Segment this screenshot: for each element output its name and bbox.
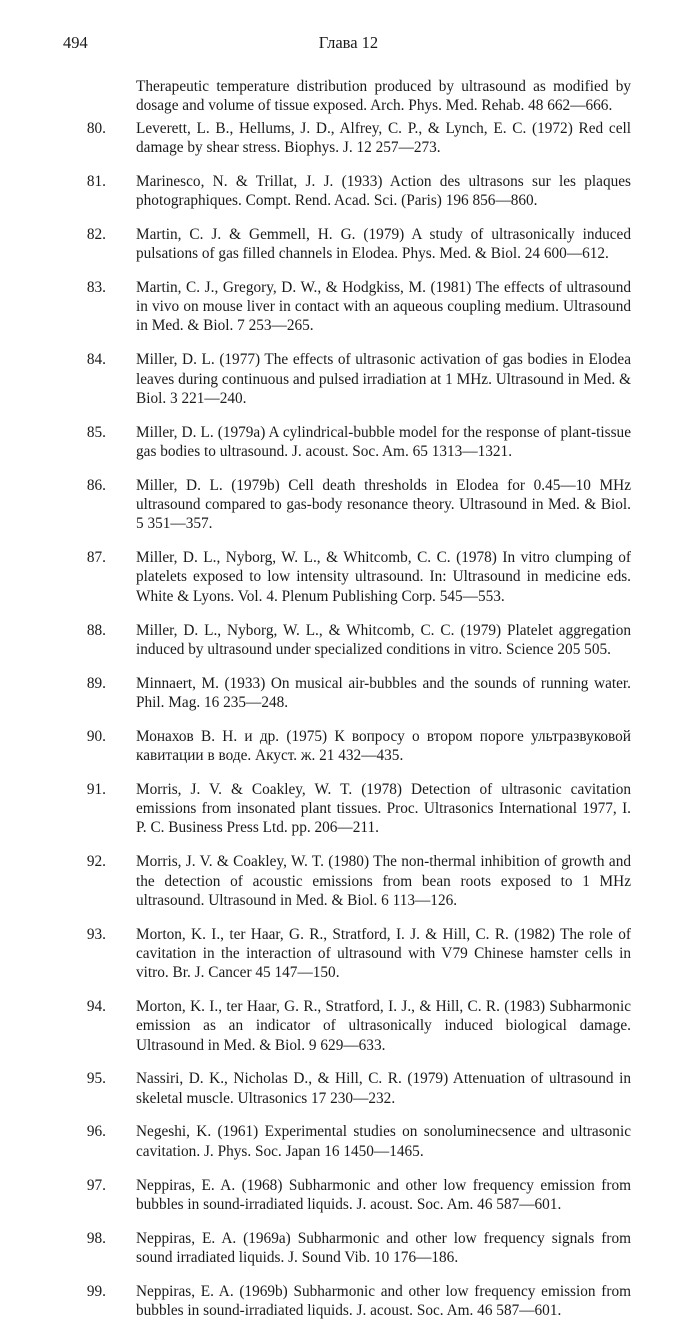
reference-item bbox=[70, 780, 631, 838]
page-number: 494 bbox=[63, 33, 88, 52]
reference-text: Miller, D. L., Nyborg, W. L., & Whitcomb, C. C. (1978) In vitro clumping of platelets exposed to low intensity ultrasound. In: Ultrasound in medicine eds. White & Lyons. Vol. 4. Plenum Publishing Corp. 545—553. bbox=[136, 549, 631, 605]
reference-item bbox=[70, 476, 631, 534]
reference-item bbox=[70, 852, 631, 910]
reference-text: Miller, D. L. (1979a) A cylindrical-bubble model for the response of plant-tissue gas bodies to ultrasound. J. acoust. Soc. Am. 65 1313—1321. bbox=[136, 423, 631, 460]
reference-text: Монахов В. Н. и др. (1975) К вопросу о втором пороге ультразвуковой кавитации в воде. Акуст. ж. 21 432—435. bbox=[136, 727, 631, 765]
reference-number: 92 . bbox=[78, 852, 106, 871]
reference-text: Negeshi, K. (1961) Experimental studies on sonoluminecsence and ultrasonic cavitation. J. Phys. Soc. Japan 16 1450—1465. bbox=[136, 1123, 631, 1160]
reference-number: 98 . bbox=[78, 1229, 106, 1248]
reference-item bbox=[70, 172, 631, 211]
reference-item bbox=[70, 548, 631, 606]
reference-text: Neppiras, E. A. (1969a) Subharmonic and other low frequency signals from sound irradiated liquids. J. Sound Vib. 10 176—186. bbox=[136, 1229, 631, 1266]
reference-number: 94 . bbox=[78, 997, 106, 1016]
reference-text: Miller, D. L., Nyborg, W. L., & Whitcomb, C. C. (1979) Platelet aggregation induced by ultrasound under specialized conditions in vitro. Science 205 505. bbox=[136, 621, 631, 658]
reference-continuation: Therapeutic temperature distribution produced by ultrasound as modified by dosage and volume of tissue exposed. Arch. Phys. Med. Rehab. 48 662—666. bbox=[136, 78, 631, 115]
reference-number: 91 . bbox=[78, 780, 106, 799]
reference-number: 87 . bbox=[78, 548, 106, 567]
reference-number: 93 . bbox=[78, 925, 106, 944]
reference-item bbox=[70, 423, 631, 462]
reference-text: Martin, C. J., Gregory, D. W., & Hodgkiss, M. (1981) The effects of ultrasound in vivo on mouse liver in contact with an aqueous coupling medium. Ultrasound in Med. & Biol. 7 253—265. bbox=[136, 278, 631, 335]
reference-number: 84 . bbox=[78, 350, 106, 369]
reference-item bbox=[70, 119, 631, 158]
reference-number: 99 . bbox=[78, 1282, 106, 1301]
reference-list bbox=[70, 77, 631, 1320]
reference-text: Marinesco, N. & Trillat, J. J. (1933) Action des ultrasons sur les plaques photographiques. Compt. Rend. Acad. Sci. (Paris) 196 856—860. bbox=[136, 172, 631, 209]
reference-item bbox=[70, 1069, 631, 1108]
reference-item bbox=[70, 1176, 631, 1215]
reference-text: Nassiri, D. K., Nicholas D., & Hill, C. R. (1979) Attenuation of ultrasound in skeletal muscle. Ultrasonics 17 230—232. bbox=[136, 1070, 631, 1107]
reference-item bbox=[70, 1282, 631, 1320]
reference-number: 90 . bbox=[78, 727, 106, 746]
reference-item bbox=[70, 1229, 631, 1268]
reference-number: 82 . bbox=[78, 225, 106, 244]
reference-text: Morton, K. I., ter Haar, G. R., Stratford, I. J., & Hill, C. R. (1983) Subharmonic emission as an indicator of ultrasonically induced biological damage. Ultrasound in Med. & Biol. 9 629—633. bbox=[136, 997, 631, 1054]
reference-text: Morris, J. V. & Coakley, W. T. (1980) The non-thermal inhibition of growth and the detection of acoustic emissions from bean roots exposed to 1 MHz ultrasound. Ultrasound in Med. & Biol. 6 113—126. bbox=[136, 853, 631, 909]
reference-text: Morris, J. V. & Coakley, W. T. (1978) Detection of ultrasonic cavitation emissions from insonated plant tissues. Proc. Ultrasonics International 1977, I. P. C. Business Press Ltd. pp. 206—211. bbox=[136, 780, 631, 837]
reference-item bbox=[70, 225, 631, 264]
reference-number: 80 . bbox=[78, 119, 106, 138]
reference-number: 85 . bbox=[78, 423, 106, 442]
reference-text: Neppiras, E. A. (1968) Subharmonic and other low frequency emission from bubbles in sound-irradiated liquids. J. acoust. Soc. Am. 46 587—601. bbox=[136, 1176, 631, 1213]
reference-number: 81 . bbox=[78, 172, 106, 191]
reference-number: 88 . bbox=[78, 621, 106, 640]
reference-text: Morton, K. I., ter Haar, G. R., Stratford, I. J. & Hill, C. R. (1982) The role of cavitation in the interaction of ultrasound with V79 Chinese hamster cells in vitro. Br. J. Cancer 45 147—150. bbox=[136, 925, 631, 982]
reference-text: Miller, D. L. (1977) The effects of ultrasonic activation of gas bodies in Elodea leaves during continuous and pulsed irradiation at 1 MHz. Ultrasound in Med. & Biol. 3 221—240. bbox=[136, 351, 631, 407]
reference-item bbox=[70, 350, 631, 408]
running-head: Глава 12 bbox=[318, 33, 379, 52]
reference-text: Leverett, L. B., Hellums, J. D., Alfrey, C. P., & Lynch, E. C. (1972) Red cell damage by shear stress. Biophys. J. 12 257—273. bbox=[136, 119, 631, 156]
reference-text: Minnaert, M. (1933) On musical air-bubbles and the sounds of running water. Phil. Mag. 16 235—248. bbox=[136, 674, 631, 711]
reference-item bbox=[70, 727, 631, 766]
reference-number: 96 . bbox=[78, 1122, 106, 1141]
reference-number: 95 . bbox=[78, 1069, 106, 1088]
reference-item bbox=[70, 997, 631, 1055]
reference-number: 97 . bbox=[78, 1176, 106, 1195]
reference-number: 89 . bbox=[78, 674, 106, 693]
reference-item bbox=[70, 1122, 631, 1161]
reference-number: 86 . bbox=[78, 476, 106, 495]
reference-item bbox=[70, 674, 631, 713]
reference-number: 83 . bbox=[78, 278, 106, 297]
reference-item bbox=[70, 278, 631, 336]
reference-item bbox=[70, 621, 631, 660]
reference-item bbox=[70, 925, 631, 983]
reference-text: Neppiras, E. A. (1969b) Subharmonic and other low frequency emission from bubbles in sound-irradiated liquids. J. acoust. Soc. Am. 46 587—601. bbox=[136, 1282, 631, 1320]
reference-text: Martin, C. J. & Gemmell, H. G. (1979) A study of ultrasonically induced pulsations of gas filled channels in Elodea. Phys. Med. & Biol. 24 600—612. bbox=[136, 225, 631, 263]
reference-text: Miller, D. L. (1979b) Cell death thresholds in Elodea for 0.45—10 MHz ultrasound compared to gas-body resonance theory. Ultrasound in Med. & Biol. 5 351—357. bbox=[136, 476, 631, 533]
